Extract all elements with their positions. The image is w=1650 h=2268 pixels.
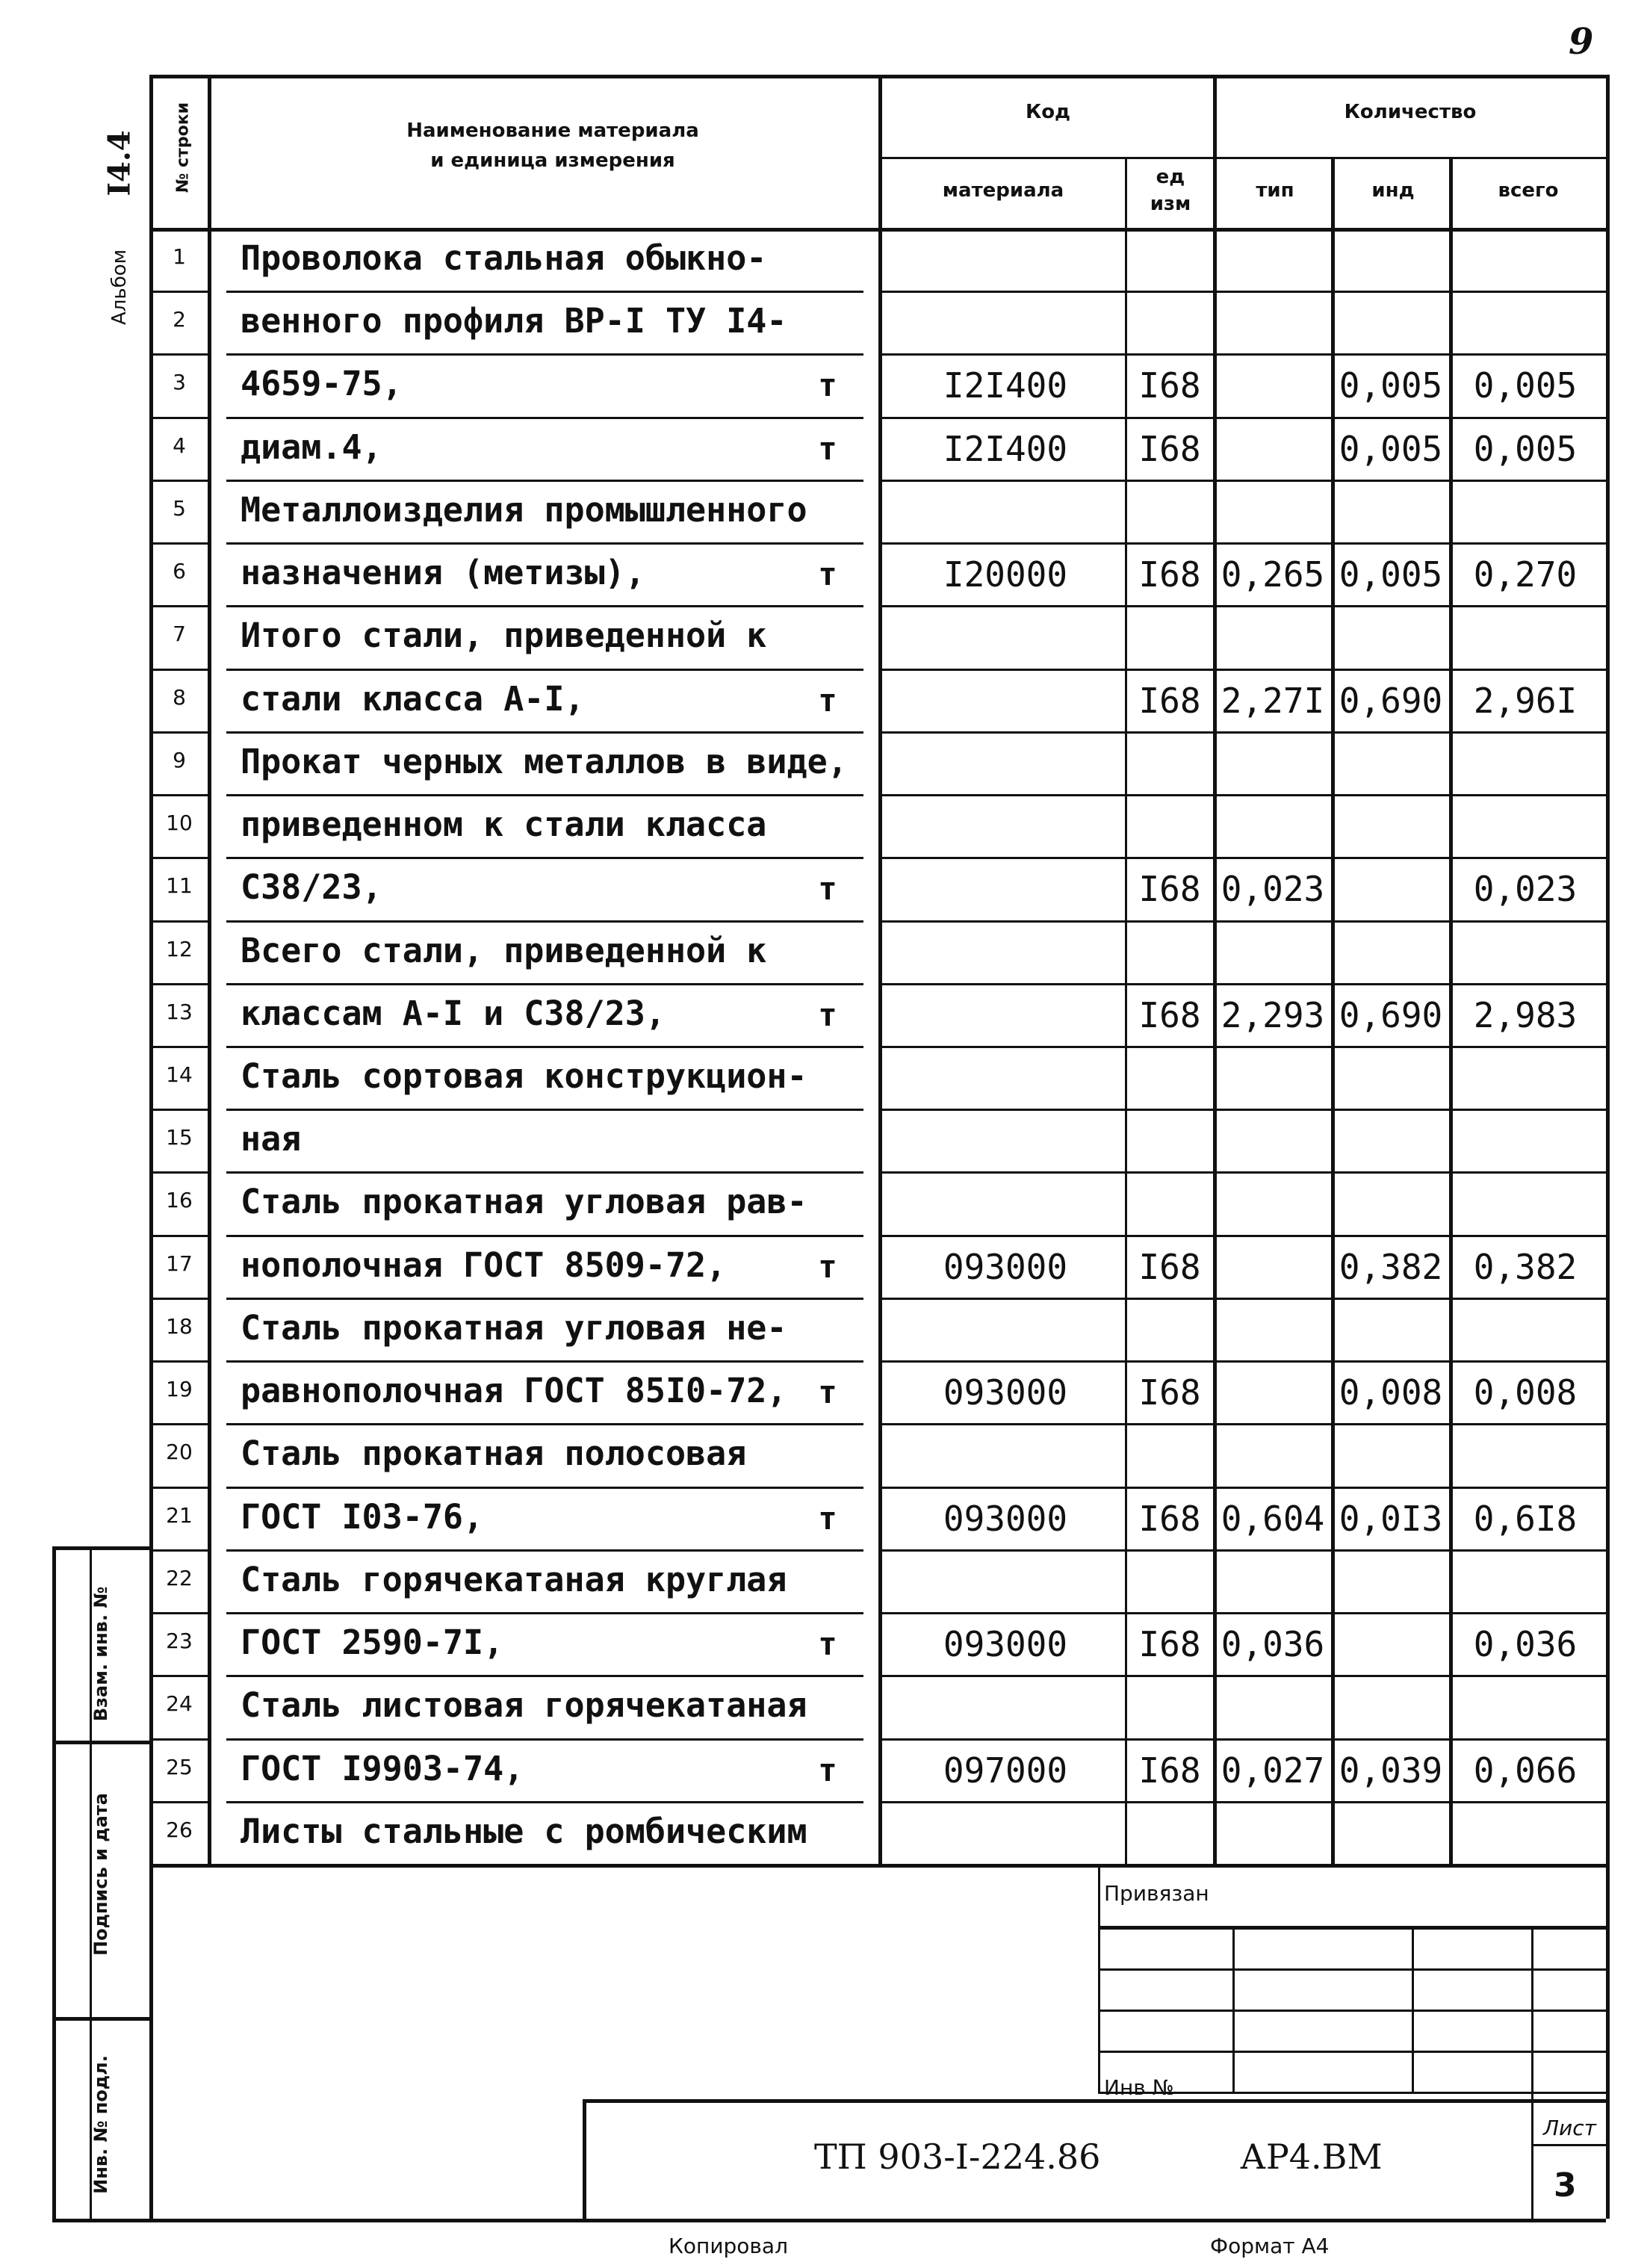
row-rule-number [149,1046,208,1048]
row-rule-name [226,1423,863,1425]
row-rule-name [226,794,863,796]
row-rule-values [878,417,1606,419]
row-qty-total: 0,270 [1473,554,1578,595]
stamp-col-2 [1412,1926,1414,2092]
row-rule-values [878,480,1606,482]
row-rule-values [878,1801,1606,1803]
row-material-code: 097000 [943,1750,1068,1791]
row-rule-name [226,1109,863,1111]
row-rule-values [878,1487,1606,1489]
row-rule-values [878,1171,1606,1174]
row-unit-code: I68 [1138,554,1201,595]
row-name: Сталь прокатная полосовая [241,1434,747,1474]
side-fields-top [52,1546,149,1550]
album-number: I4.4 [102,130,137,196]
row-number: 14 [166,1062,193,1087]
row-rule-name [226,1801,863,1803]
header-unit-line1: ед [1156,166,1185,188]
row-name: ная [241,1119,302,1159]
side-fields-bottom [52,2219,149,2222]
row-unit-mark: т [818,1248,837,1285]
row-qty-total: 0,005 [1473,428,1578,469]
row-unit-mark: т [818,870,837,908]
row-unit-mark: т [818,996,837,1033]
row-number: 25 [166,1754,193,1779]
row-rule-name [226,417,863,419]
row-rule-name [226,291,863,293]
row-rule-values [878,1612,1606,1614]
row-qty-total: 0,008 [1473,1372,1578,1413]
row-qty-ind: 0,039 [1339,1750,1443,1791]
row-name: Итого стали, приведенной к [241,616,767,656]
row-name: Сталь листовая горячекатаная [241,1685,807,1726]
row-number: 26 [166,1817,193,1842]
stamp-col-3 [1531,1926,1533,2219]
row-qty-total: 0,6I8 [1473,1498,1578,1539]
row-qty-ind: 0,005 [1339,365,1443,406]
row-name: нополочная ГОСТ 8509-72, [241,1245,727,1285]
row-rule-number [149,1801,208,1803]
row-qty-total: 0,066 [1473,1750,1578,1791]
title-block-top [583,2099,1606,2103]
stamp-col-1 [1232,1926,1235,2092]
row-rule-number [149,794,208,796]
row-rule-number [149,480,208,482]
row-rule-number [149,983,208,985]
row-qty-tip: 2,293 [1221,994,1325,1035]
footer-format: Формат А4 [1210,2234,1330,2258]
header-tip: тип [1256,179,1294,202]
row-name: Всего стали, приведенной к [241,930,767,970]
row-rule-number [149,542,208,545]
row-rule-number [149,920,208,923]
row-rule-name [226,1549,863,1552]
row-rule-values [878,857,1606,859]
row-name: ГОСТ 2590-7I, [241,1623,504,1663]
row-number: 3 [173,370,186,395]
table-top-border [149,75,1606,78]
row-unit-code: I68 [1138,1498,1201,1539]
row-name: ГОСТ I03-76, [241,1496,484,1537]
row-rule-values [878,605,1606,607]
row-number: 18 [166,1313,193,1339]
row-rule-values [878,542,1606,545]
header-total: всего [1498,179,1559,202]
header-material: материала [942,179,1064,202]
row-number: 13 [166,999,193,1024]
row-qty-total: 0,382 [1473,1246,1578,1287]
row-rule-values [878,1675,1606,1677]
row-number: 23 [166,1629,193,1654]
row-rule-number [149,1487,208,1489]
row-rule-values [878,353,1606,356]
row-qty-ind: 0,005 [1339,428,1443,469]
row-number: 6 [173,559,186,584]
table-right-border [1606,75,1610,2219]
row-name: Листы стальные с ромбическим [241,1811,807,1851]
title-block-left [583,2099,586,2219]
header-name-line1: Наименование материала [406,120,699,142]
row-rule-number [149,731,208,734]
rows-bottom-rule [149,1864,1606,1868]
row-rule-number [149,1675,208,1677]
row-name: стали класса А-I, [241,678,585,719]
row-rule-values [878,1298,1606,1300]
row-number: 9 [173,747,186,772]
row-name: классам А-I и С38/23, [241,993,666,1033]
row-rule-number [149,669,208,671]
stamp-rule-3 [1098,2010,1606,2012]
row-rule-values [878,1235,1606,1237]
row-rule-number [149,1360,208,1363]
row-unit-mark: т [818,1499,837,1537]
row-material-code: 093000 [943,1498,1068,1539]
row-rule-values [878,1549,1606,1552]
row-unit-code: I68 [1138,994,1201,1035]
row-name: С38/23, [241,867,382,908]
row-number: 17 [166,1251,193,1276]
row-rule-values [878,983,1606,985]
row-rule-number [149,353,208,356]
row-qty-total: 2,96I [1473,680,1578,721]
side-fields-left-border [52,1546,56,2219]
row-number: 1 [173,244,186,269]
row-number: 5 [173,495,186,521]
header-mid-rule [878,157,1606,159]
row-rule-name [226,669,863,671]
row-rule-number [149,605,208,607]
row-qty-ind: 0,382 [1339,1246,1443,1287]
row-material-code: 093000 [943,1624,1068,1665]
row-rule-name [226,1046,863,1048]
row-unit-code: I68 [1138,680,1201,721]
row-rule-name [226,1612,863,1614]
row-qty-tip: 0,265 [1221,554,1325,595]
row-number: 20 [166,1440,193,1465]
row-qty-ind: 0,005 [1339,554,1443,595]
row-rule-number [149,1235,208,1237]
row-rule-name [226,731,863,734]
doc-code: ТП 903-I-224.86 [814,2137,1101,2177]
sheet-number: 3 [1554,2166,1577,2205]
row-number: 7 [173,622,186,647]
stamp-left-rule [1098,1864,1100,2092]
row-material-code: I2I400 [943,428,1068,469]
header-ind: инд [1371,179,1415,202]
row-number: 21 [166,1502,193,1528]
row-unit-mark: т [818,1374,837,1411]
row-rule-number [149,1738,208,1741]
row-unit-code: I68 [1138,1624,1201,1665]
row-qty-total: 2,983 [1473,994,1578,1035]
row-number: 2 [173,307,186,332]
row-unit-code: I68 [1138,869,1201,910]
row-unit-mark: т [818,367,837,404]
row-rule-values [878,291,1606,293]
row-rule-values [878,1738,1606,1741]
row-number: 8 [173,684,186,710]
sheet-rule [1531,2144,1606,2146]
row-number: 10 [166,811,193,836]
inv-label: Инв № [1104,2075,1174,2100]
row-qty-total: 0,023 [1473,869,1578,910]
row-name: равнополочная ГОСТ 85I0-72, [241,1371,787,1411]
row-unit-mark: т [818,1751,837,1788]
row-name: Сталь прокатная угловая рав- [241,1182,807,1222]
row-name: Сталь сортовая конструкцион- [241,1056,807,1096]
stamp-rule-1 [1098,1926,1606,1930]
header-code: Код [1025,101,1071,123]
row-qty-tip: 2,27I [1221,680,1325,721]
row-unit-code: I68 [1138,365,1201,406]
row-material-code: I20000 [943,554,1068,595]
col-rule-unit [1213,75,1217,1864]
side-podpis-data: Подпись и дата [90,1793,111,1956]
side-fields-divider-1 [52,1741,149,1744]
row-rule-name [226,1171,863,1174]
row-rule-number [149,1612,208,1614]
row-qty-ind: 0,690 [1339,994,1443,1035]
side-vzam-inv: Взам. инв. № [90,1586,111,1722]
row-name: 4659-75, [241,364,403,404]
row-qty-tip: 0,027 [1221,1750,1325,1791]
row-rule-values [878,1046,1606,1048]
row-number: 15 [166,1125,193,1150]
row-material-code: 093000 [943,1246,1068,1287]
row-rule-name [226,542,863,545]
row-number: 24 [166,1691,193,1717]
row-number: 4 [173,433,186,458]
row-rule-name [226,920,863,923]
row-name: Проволока стальная обыкно- [241,238,767,278]
row-rule-number [149,1298,208,1300]
row-name: ГОСТ I9903-74, [241,1748,524,1788]
row-name: диам.4, [241,427,382,467]
col-rule-number [208,75,211,1864]
row-rule-number [149,1171,208,1174]
row-qty-ind: 0,0I3 [1339,1498,1443,1539]
row-unit-mark: т [818,681,837,719]
row-qty-ind: 0,008 [1339,1372,1443,1413]
row-rule-values [878,1360,1606,1363]
row-qty-total: 0,005 [1473,365,1578,406]
row-number: 19 [166,1377,193,1402]
stamp-rule-4 [1098,2051,1606,2053]
row-rule-name [226,605,863,607]
row-rule-name [226,1738,863,1741]
row-rule-values [878,731,1606,734]
header-row-no: № строки [173,102,193,193]
row-rule-values [878,794,1606,796]
row-qty-tip: 0,036 [1221,1624,1325,1665]
row-rule-name [226,1360,863,1363]
row-rule-values [878,1423,1606,1425]
row-name: приведенном к стали класса [241,805,767,845]
row-unit-mark: т [818,556,837,593]
row-qty-total: 0,036 [1473,1624,1578,1665]
row-name: назначения (метизы), [241,553,645,593]
table-bottom-border [149,2219,1606,2222]
row-rule-name [226,1298,863,1300]
row-number: 11 [166,873,193,899]
page-number: 9 [1569,21,1594,63]
row-rule-name [226,1675,863,1677]
row-unit-code: I68 [1138,1372,1201,1413]
row-name: Сталь прокатная угловая не- [241,1307,787,1348]
bound-label: Привязан [1104,1881,1209,1906]
header-bottom-rule [149,228,1606,232]
row-rule-number [149,417,208,419]
row-unit-mark: т [818,430,837,467]
col-rule-name [878,75,882,1864]
row-number: 12 [166,936,193,961]
row-name: Металлоизделия промышленного [241,489,807,530]
stamp-rule-2 [1098,1968,1606,1971]
row-rule-name [226,857,863,859]
row-qty-ind: 0,690 [1339,680,1443,721]
row-rule-number [149,1423,208,1425]
row-name: Прокат черных металлов в виде, [241,741,848,781]
row-unit-code: I68 [1138,428,1201,469]
row-name: Сталь горячекатаная круглая [241,1559,787,1599]
row-rule-number [149,1109,208,1111]
footer-copied: Копировал [669,2234,788,2258]
header-unit-line2: изм [1150,193,1191,215]
row-number: 22 [166,1565,193,1590]
row-material-code: I2I400 [943,365,1068,406]
row-number: 16 [166,1188,193,1213]
doc-suffix: АР4.ВМ [1240,2137,1383,2177]
row-rule-name [226,480,863,482]
row-rule-values [878,669,1606,671]
row-rule-name [226,353,863,356]
row-rule-values [878,1109,1606,1111]
row-unit-mark: т [818,1626,837,1663]
row-rule-number [149,291,208,293]
row-qty-tip: 0,604 [1221,1498,1325,1539]
row-unit-code: I68 [1138,1246,1201,1287]
header-quantity: Количество [1344,101,1477,123]
row-rule-name [226,1487,863,1489]
header-name-line2: и единица измерения [430,149,675,172]
sheet-label: Лист [1543,2116,1596,2140]
row-rule-number [149,1549,208,1552]
row-name: венного профиля ВР-I ТУ I4- [241,301,787,341]
row-rule-number [149,857,208,859]
side-inv-podl: Инв. № подл. [90,2055,111,2194]
row-rule-name [226,983,863,985]
album-label: Альбом [108,249,131,325]
stamp-rule-5 [1098,2092,1606,2094]
row-unit-code: I68 [1138,1750,1201,1791]
row-rule-name [226,1235,863,1237]
row-rule-values [878,920,1606,923]
row-material-code: 093000 [943,1372,1068,1413]
side-fields-divider-2 [52,2017,149,2021]
row-qty-tip: 0,023 [1221,869,1325,910]
